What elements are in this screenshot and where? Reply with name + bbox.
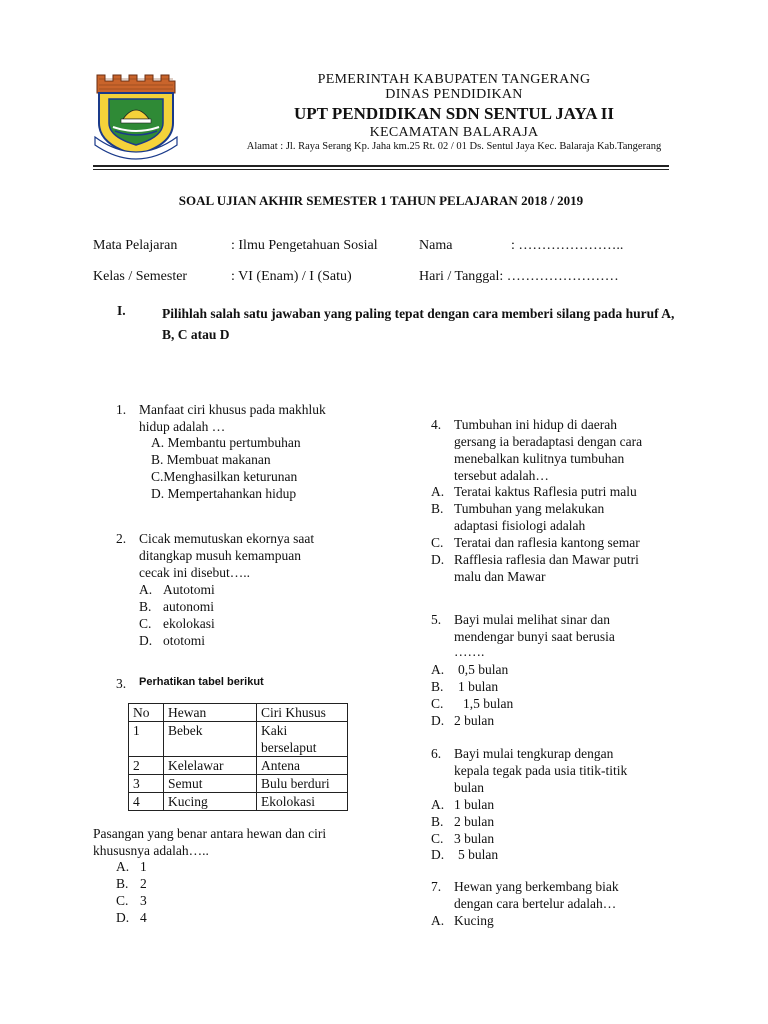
q5-option-b-letter: B. <box>431 679 444 694</box>
q1-text-line1: Manfaat ciri khusus pada makhluk <box>139 402 326 417</box>
q4-option-d-line1: Rafflesia raflesia dan Mawar putri <box>454 552 639 567</box>
table-row <box>129 757 348 775</box>
school-name: UPT PENDIDIKAN SDN SENTUL JAYA II <box>293 104 615 123</box>
q3-after-line1: Pasangan yang benar antara hewan dan ciri <box>93 826 327 841</box>
section-number: I. <box>117 303 126 318</box>
q5-option-c: 1,5 bulan <box>463 696 514 711</box>
table-cell: Ekolokasi <box>257 793 348 811</box>
q4-option-b-line2: adaptasi fisiologi adalah <box>454 518 586 533</box>
q2-option-b-letter: B. <box>139 599 152 614</box>
q2-number: 2. <box>116 531 127 546</box>
q3-option-b-letter: B. <box>116 876 129 891</box>
table-cell: 3 <box>129 775 164 793</box>
table-cell: 1 <box>129 722 164 757</box>
table-cell-line: berselaput <box>261 740 317 755</box>
table-cell: 4 <box>129 793 164 811</box>
table-cell-line: Kaki <box>261 723 288 738</box>
q6-option-c-letter: C. <box>431 831 444 846</box>
date-field: Hari / Tanggal: …………………… <box>419 269 619 284</box>
q5-text-line3: ……. <box>454 644 485 659</box>
q3-option-a: 1 <box>140 859 147 874</box>
q6-option-d-letter: D. <box>431 847 445 862</box>
table-header-cell: Ciri Khusus <box>257 704 348 722</box>
q4-option-a-letter: A. <box>431 484 445 499</box>
section-instruction: Pilihlah salah satu jawaban yang paling tepat dengan cara memberi silang pada huruf A, B, C atau D <box>162 306 675 342</box>
q1-option-a: A. Membantu pertumbuhan <box>151 435 301 450</box>
q7-option-a: Kucing <box>454 913 494 928</box>
q5-option-d: 2 bulan <box>454 713 495 728</box>
q4-text-line2: gersang ia beradaptasi dengan cara <box>454 434 643 449</box>
q6-text-line3: bulan <box>454 780 484 795</box>
q4-option-d-line2: malu dan Mawar <box>454 569 546 584</box>
table-header-cell: No <box>129 704 164 722</box>
q6-text-line2: kepala tegak pada usia titik-titik <box>454 763 628 778</box>
q6-option-d: 5 bulan <box>458 847 499 862</box>
table-row <box>129 793 348 811</box>
q2-text-line3: cecak ini disebut….. <box>139 565 250 580</box>
q2-option-c-letter: C. <box>139 616 152 631</box>
q6-option-c: 3 bulan <box>454 831 495 846</box>
q1-option-b: B. Membuat makanan <box>151 452 271 467</box>
q2-option-b: autonomi <box>163 599 214 614</box>
table-cell: Antena <box>257 757 348 775</box>
animal-traits-table <box>128 703 348 811</box>
header-divider-thick <box>93 165 669 167</box>
q5-option-b: 1 bulan <box>458 679 499 694</box>
class-label: Kelas / Semester <box>93 269 188 284</box>
q5-option-d-letter: D. <box>431 713 445 728</box>
q1-option-d: D. Mempertahankan hidup <box>151 486 297 501</box>
q4-text-line3: menebalkan kulitnya tumbuhan <box>454 451 625 466</box>
table-cell: Bulu berduri <box>257 775 348 793</box>
table-cell <box>257 722 348 757</box>
name-field: : ………………….. <box>511 238 624 253</box>
q6-option-b-letter: B. <box>431 814 444 829</box>
q7-text-line2: dengan cara bertelur adalah… <box>454 896 617 911</box>
q4-option-d-letter: D. <box>431 552 445 567</box>
district-line: KECAMATAN BALARAJA <box>369 125 539 140</box>
table-header-row <box>129 704 348 722</box>
q3-option-a-letter: A. <box>116 859 130 874</box>
regency-logo <box>93 71 179 161</box>
q3-prompt: Perhatikan tabel berikut <box>139 676 264 688</box>
table-cell: 2 <box>129 757 164 775</box>
government-line: PEMERINTAH KABUPATEN TANGERANG <box>317 72 591 87</box>
q5-option-a: 0,5 bulan <box>458 662 509 677</box>
q6-option-a: 1 bulan <box>454 797 495 812</box>
class-value: : VI (Enam) / I (Satu) <box>231 269 352 284</box>
header-divider-thin <box>93 169 669 170</box>
q4-option-b-letter: B. <box>431 501 444 516</box>
q7-option-a-letter: A. <box>431 913 445 928</box>
name-label: Nama <box>419 238 453 253</box>
table-cell: Kelelawar <box>164 757 257 775</box>
q2-option-d-letter: D. <box>139 633 153 648</box>
q2-text-line1: Cicak memutuskan ekornya saat <box>139 531 315 546</box>
q3-option-d-letter: D. <box>116 910 130 925</box>
q6-option-a-letter: A. <box>431 797 445 812</box>
table-cell: Kucing <box>164 793 257 811</box>
q2-option-d: ototomi <box>163 633 206 648</box>
q4-option-c-letter: C. <box>431 535 444 550</box>
q4-text-line1: Tumbuhan ini hidup di daerah <box>454 417 617 432</box>
q4-number: 4. <box>431 417 442 432</box>
q2-option-a: Autotomi <box>163 582 215 597</box>
q7-number: 7. <box>431 879 442 894</box>
q1-number: 1. <box>116 402 127 417</box>
q6-option-b: 2 bulan <box>454 814 495 829</box>
q5-text-line1: Bayi mulai melihat sinar dan <box>454 612 610 627</box>
q7-text-line1: Hewan yang berkembang biak <box>454 879 619 894</box>
subject-value: : Ilmu Pengetahuan Sosial <box>231 238 378 253</box>
q3-after-line2: khususnya adalah….. <box>93 843 209 858</box>
q2-option-c: ekolokasi <box>163 616 215 631</box>
q2-text-line2: ditangkap musuh kemampuan <box>139 548 301 563</box>
q5-option-c-letter: C. <box>431 696 444 711</box>
q3-option-b: 2 <box>140 876 147 891</box>
department-line: DINAS PENDIDIKAN <box>385 87 523 102</box>
q3-option-c: 3 <box>140 893 147 908</box>
q5-number: 5. <box>431 612 442 627</box>
table-row <box>129 722 348 757</box>
q1-text-line2: hidup adalah … <box>139 419 226 434</box>
q3-number: 3. <box>116 676 127 691</box>
exam-title: SOAL UJIAN AKHIR SEMESTER 1 TAHUN PELAJARAN 2018 / 2019 <box>178 193 584 208</box>
q4-text-line4: tersebut adalah… <box>454 468 549 483</box>
q5-option-a-letter: A. <box>431 662 445 677</box>
table-cell: Semut <box>164 775 257 793</box>
q3-option-d: 4 <box>140 910 147 925</box>
q5-text-line2: mendengar bunyi saat berusia <box>454 629 615 644</box>
subject-label: Mata Pelajaran <box>93 238 178 253</box>
q4-option-c: Teratai dan raflesia kantong semar <box>454 535 640 550</box>
q6-text-line1: Bayi mulai tengkurap dengan <box>454 746 614 761</box>
q4-option-a: Teratai kaktus Raflesia putri malu <box>454 484 637 499</box>
table-cell: Bebek <box>164 722 257 757</box>
q1-option-c: C.Menghasilkan keturunan <box>151 469 298 484</box>
q2-option-a-letter: A. <box>139 582 153 597</box>
table-row <box>129 775 348 793</box>
q6-number: 6. <box>431 746 442 761</box>
q3-option-c-letter: C. <box>116 893 129 908</box>
q4-option-b-line1: Tumbuhan yang melakukan <box>454 501 605 516</box>
address-line: Alamat : Jl. Raya Serang Kp. Jaha km.25 Rt. 02 / 01 Ds. Sentul Jaya Kec. Balaraja Kab.Tangerang <box>246 141 662 152</box>
table-header-cell: Hewan <box>164 704 257 722</box>
